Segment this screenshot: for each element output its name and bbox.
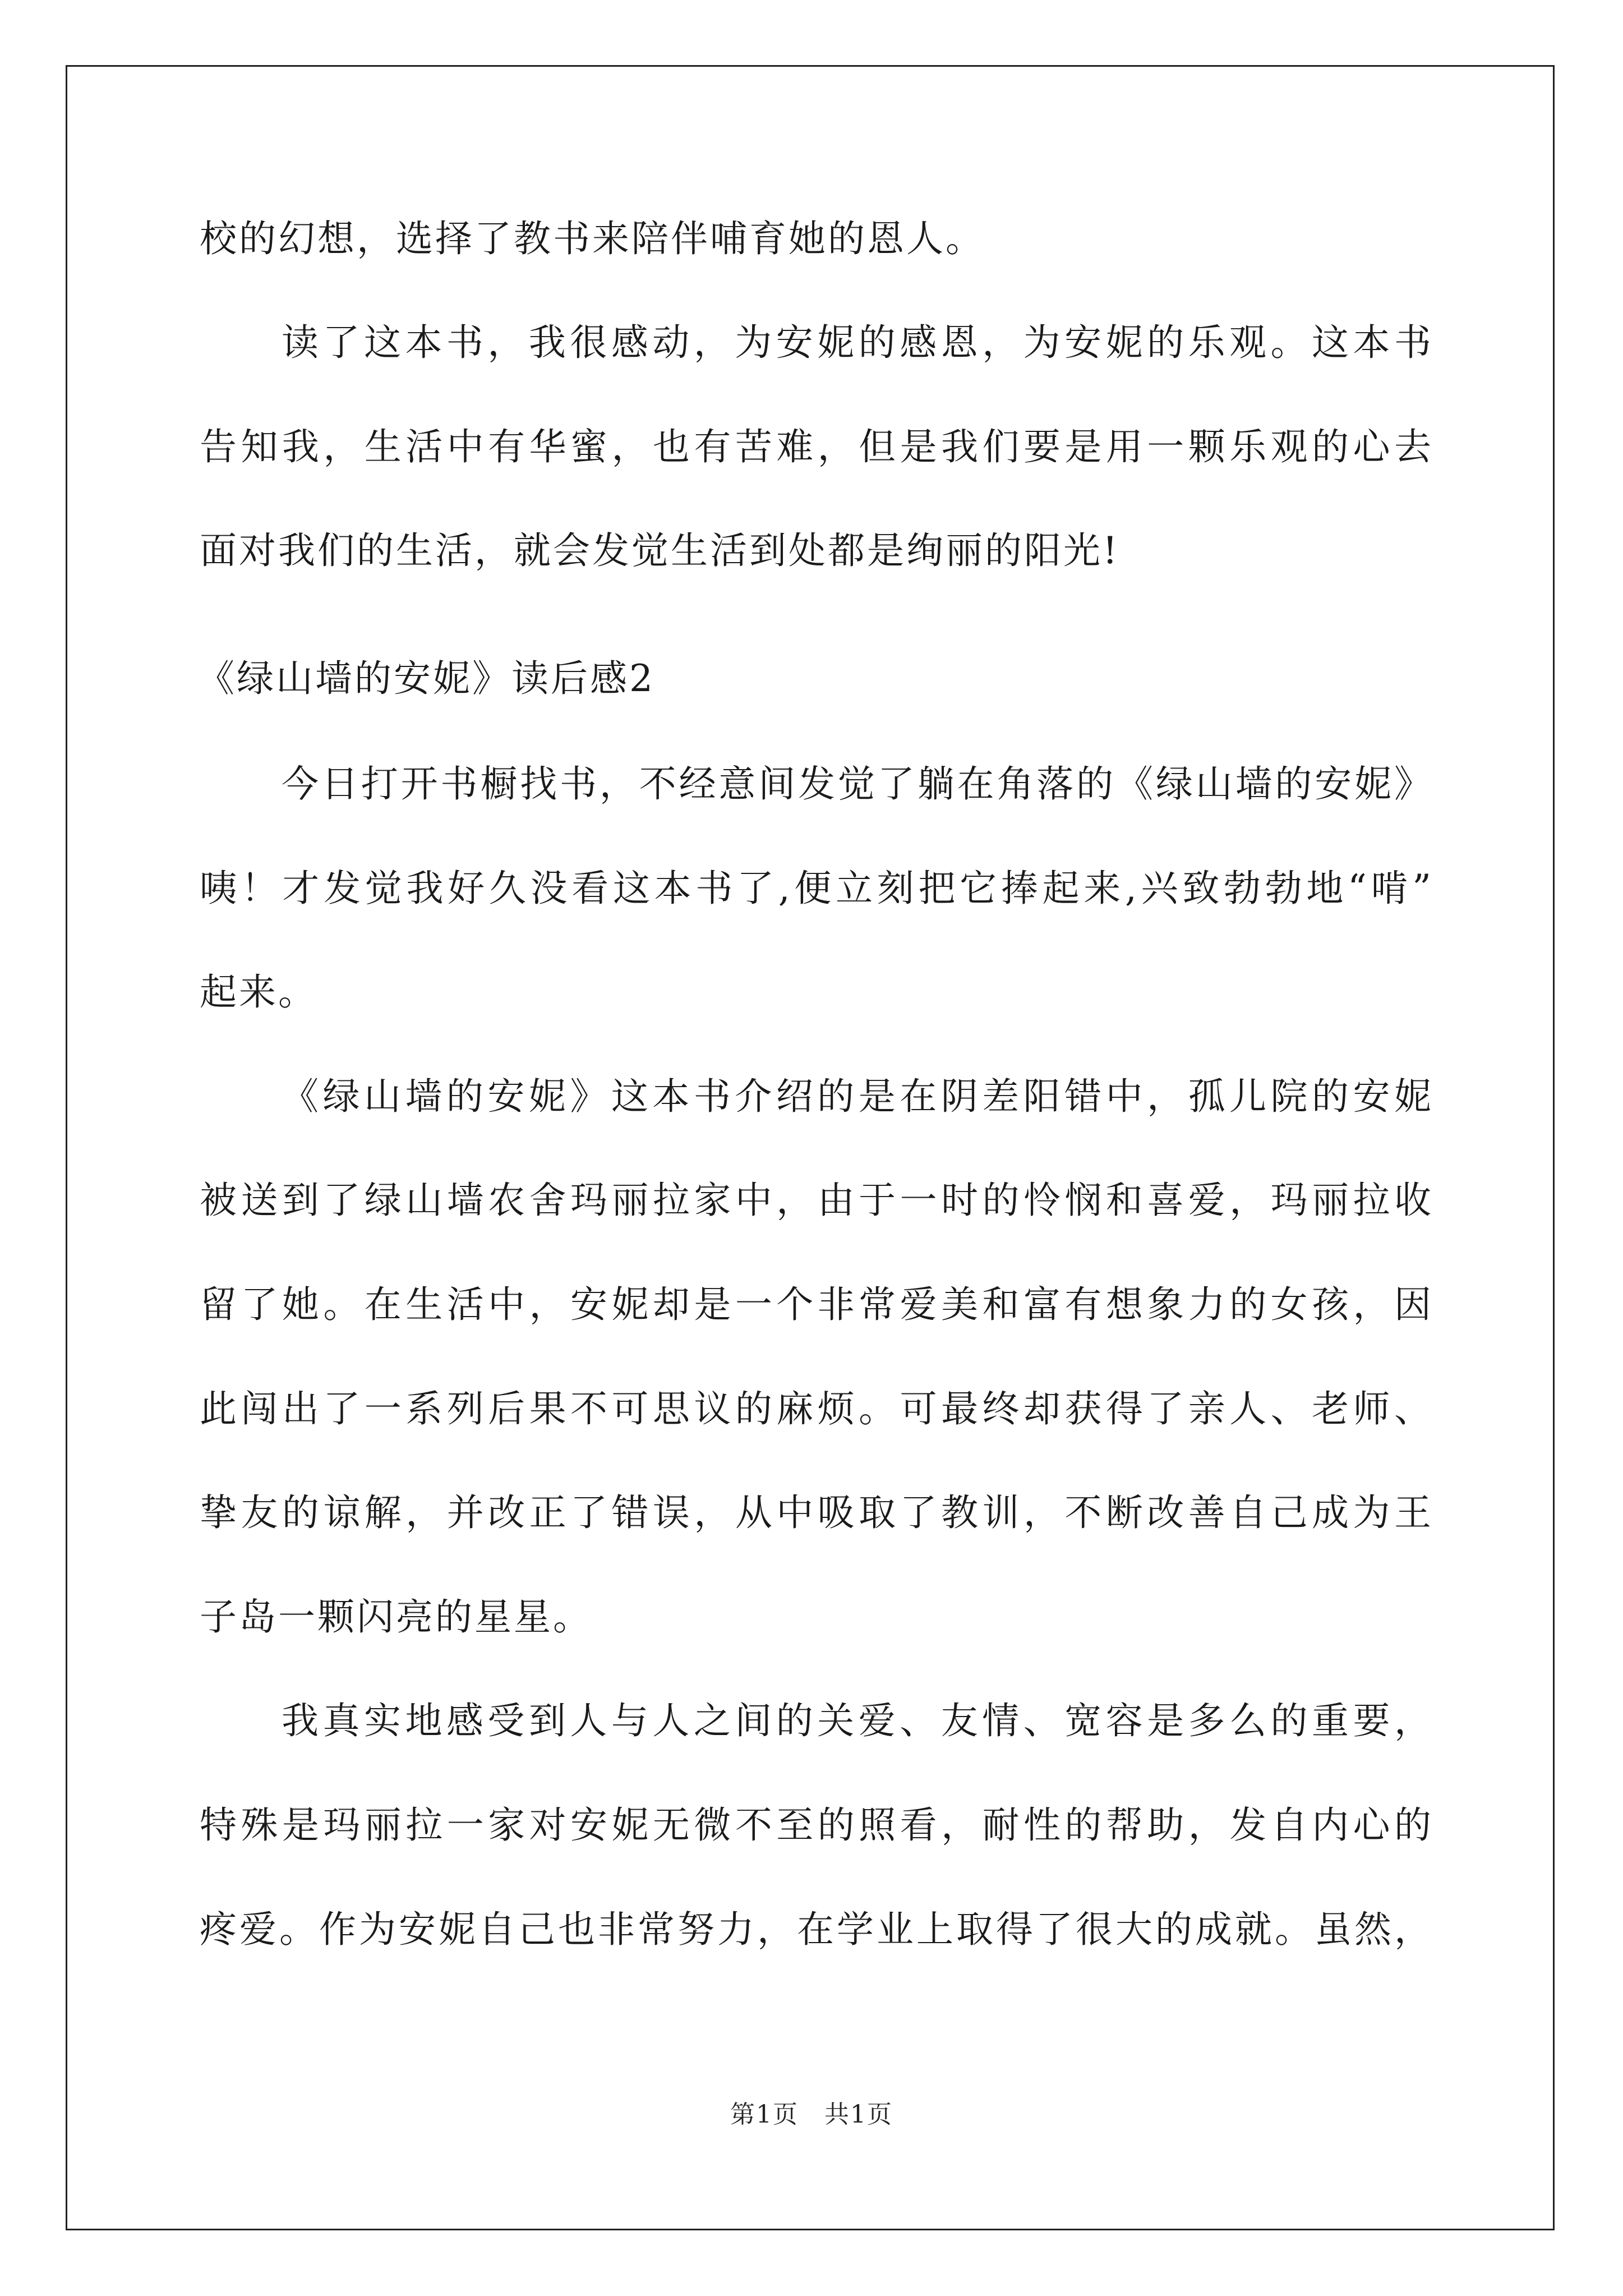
text-line: 咦！才发觉我好久没看这本书了,便立刻把它捧起来,兴致勃勃地“啃”	[200, 867, 1433, 910]
page-number-footer: 第1页 共1页	[730, 2100, 893, 2129]
text-line: 疼爱。作为安妮自己也非常努力，在学业上取得了很大的成就。虽然，	[200, 1908, 1433, 1951]
paragraph-first-line: 读了这本书，我很感动，为安妮的感恩，为安妮的乐观。这本书	[282, 321, 1433, 364]
text-line: 此闯出了一系列后果不可思议的麻烦。可最终却获得了亲人、老师、	[200, 1387, 1433, 1430]
text-line: 特殊是玛丽拉一家对安妮无微不至的照看，耐性的帮助，发自内心的	[200, 1803, 1433, 1847]
paragraph-first-line: 今日打开书橱找书，不经意间发觉了躺在角落的《绿山墙的安妮》	[282, 762, 1433, 806]
text-line: 校的幻想，选择了教书来陪伴哺育她的恩人。	[200, 217, 985, 260]
text-line: 面对我们的生活，就会发觉生活到处都是绚丽的阳光!	[200, 529, 1120, 572]
text-line: 告知我，生活中有华蜜，也有苦难，但是我们要是用一颗乐观的心去	[200, 425, 1433, 468]
paragraph-first-line: 我真实地感受到人与人之间的关爱、友情、宽容是多么的重要，	[282, 1699, 1433, 1742]
text-line: 挚友的谅解，并改正了错误，从中吸取了教训，不断改善自己成为王	[200, 1491, 1433, 1534]
text-line: 起来。	[200, 970, 317, 1014]
section-heading: 《绿山墙的安妮》读后感2	[197, 657, 655, 700]
paragraph-first-line: 《绿山墙的安妮》这本书介绍的是在阴差阳错中，孤儿院的安妮	[282, 1075, 1433, 1118]
text-line: 子岛一颗闪亮的星星。	[200, 1595, 592, 1639]
page-border	[66, 65, 1555, 2230]
text-line: 被送到了绿山墙农舍玛丽拉家中，由于一时的怜悯和喜爱，玛丽拉收	[200, 1179, 1433, 1222]
text-line: 留了她。在生活中，安妮却是一个非常爱美和富有想象力的女孩，因	[200, 1283, 1433, 1326]
